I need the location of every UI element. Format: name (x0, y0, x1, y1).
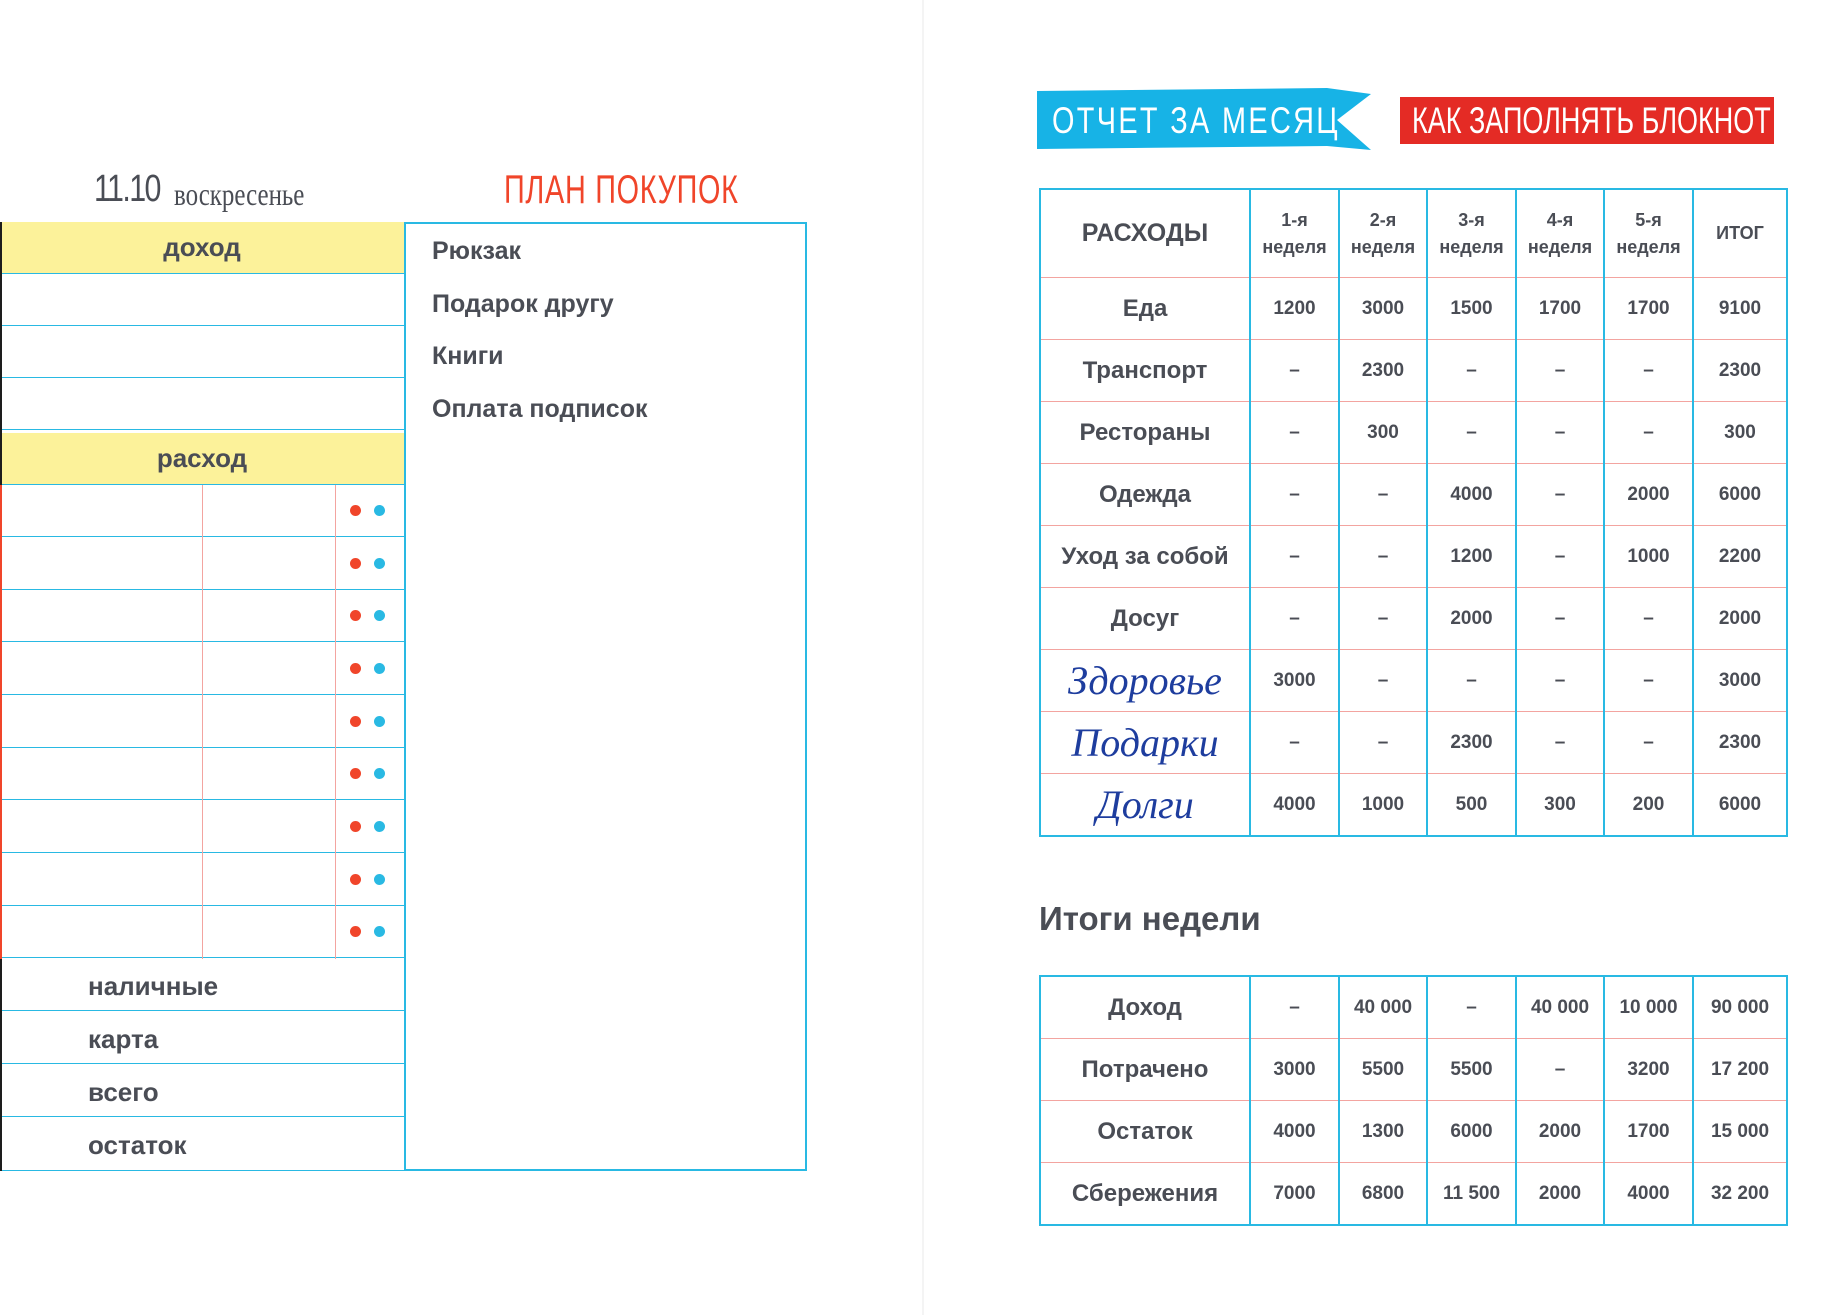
cash-dot-icon[interactable] (350, 768, 361, 779)
column-divider (335, 485, 336, 959)
footer-row-cash[interactable] (0, 959, 404, 1011)
header-cell: 1-я неделя (1250, 189, 1339, 278)
summary-label-cell: Сбережения (1040, 1163, 1250, 1226)
value-cell: – (1604, 588, 1693, 650)
card-dot-icon[interactable] (374, 821, 385, 832)
handwritten-category-cell: Долги (1040, 774, 1250, 837)
value-cell: 2000 (1427, 588, 1516, 650)
week-summary-title: Итоги недели (1039, 900, 1261, 937)
value-cell: 2000 (1516, 1101, 1604, 1163)
footer-label: остаток (88, 1130, 187, 1160)
shopping-plan-box[interactable] (404, 222, 807, 1171)
value-cell: – (1516, 712, 1604, 774)
cash-dot-icon[interactable] (350, 558, 361, 569)
table-row (1040, 712, 1787, 774)
value-cell: – (1516, 650, 1604, 712)
handwritten-category-cell: Здоровье (1040, 650, 1250, 712)
shopping-plan-title: ПЛАН ПОКУПОК (504, 168, 739, 212)
category-cell: Рестораны (1040, 402, 1250, 464)
value-cell: – (1339, 588, 1427, 650)
value-cell: 6000 (1427, 1101, 1516, 1163)
value-cell: – (1250, 526, 1339, 588)
cash-dot-icon[interactable] (350, 610, 361, 621)
footer-label: карта (88, 1024, 159, 1054)
footer-row-total[interactable] (0, 1065, 404, 1117)
table-row (1040, 1039, 1787, 1101)
total-cell: 2300 (1693, 712, 1787, 774)
category-cell: Досуг (1040, 588, 1250, 650)
value-cell: 1300 (1339, 1101, 1427, 1163)
header-cell: 3-я неделя (1427, 189, 1516, 278)
value-cell: – (1250, 588, 1339, 650)
value-cell: – (1427, 976, 1516, 1039)
footer-label: всего (88, 1077, 159, 1107)
table-header-row (1040, 189, 1787, 278)
day-name: воскресенье (174, 176, 305, 212)
value-cell: – (1250, 712, 1339, 774)
value-cell: – (1339, 712, 1427, 774)
table-row (1040, 774, 1787, 837)
page-gutter (922, 0, 924, 1315)
handwritten-category-cell: Подарки (1040, 712, 1250, 774)
shopping-item: Подарок другу (432, 290, 614, 318)
value-cell: 1000 (1604, 526, 1693, 588)
table-row (1040, 976, 1787, 1039)
value-cell: – (1427, 340, 1516, 402)
table-row (1040, 1101, 1787, 1163)
table-row (1040, 650, 1787, 712)
cash-dot-icon[interactable] (350, 926, 361, 937)
value-cell: – (1516, 588, 1604, 650)
value-cell: 3000 (1339, 278, 1427, 340)
value-cell: 300 (1516, 774, 1604, 837)
footer-row-card[interactable] (0, 1012, 404, 1064)
value-cell: 6800 (1339, 1163, 1427, 1226)
income-entry-row[interactable] (0, 378, 404, 430)
total-cell: 2300 (1693, 340, 1787, 402)
total-cell: 3000 (1693, 650, 1787, 712)
summary-label-cell: Доход (1040, 976, 1250, 1039)
value-cell: – (1604, 712, 1693, 774)
value-cell: 1200 (1250, 278, 1339, 340)
expense-label: расход (156, 443, 248, 473)
value-cell: – (1427, 650, 1516, 712)
value-cell: – (1250, 340, 1339, 402)
value-cell: 2000 (1604, 464, 1693, 526)
footer-label: наличные (88, 971, 219, 1001)
value-cell: – (1250, 464, 1339, 526)
value-cell: – (1516, 402, 1604, 464)
value-cell: – (1516, 526, 1604, 588)
value-cell: 5500 (1427, 1039, 1516, 1101)
date-label: 11.10 (94, 168, 160, 210)
category-cell: Еда (1040, 278, 1250, 340)
value-cell: 1000 (1339, 774, 1427, 837)
shopping-item: Оплата подписок (432, 395, 648, 423)
total-cell: 2200 (1693, 526, 1787, 588)
card-dot-icon[interactable] (374, 505, 385, 516)
total-cell: 6000 (1693, 774, 1787, 837)
value-cell: 1700 (1604, 1101, 1693, 1163)
cash-dot-icon[interactable] (350, 505, 361, 516)
table-row (1040, 340, 1787, 402)
value-cell: 3000 (1250, 650, 1339, 712)
table-row (1040, 588, 1787, 650)
value-cell: 1200 (1427, 526, 1516, 588)
header-cell: 2-я неделя (1339, 189, 1427, 278)
value-cell: 40 000 (1516, 976, 1604, 1039)
card-dot-icon[interactable] (374, 558, 385, 569)
total-cell: 6000 (1693, 464, 1787, 526)
daily-ledger (0, 222, 405, 1171)
income-entry-row[interactable] (0, 326, 404, 378)
value-cell: – (1516, 1039, 1604, 1101)
table-row (1040, 278, 1787, 340)
income-header-row (0, 222, 404, 274)
value-cell: 4000 (1250, 774, 1339, 837)
table-row (1040, 402, 1787, 464)
card-dot-icon[interactable] (374, 768, 385, 779)
total-cell: 9100 (1693, 278, 1787, 340)
value-cell: 40 000 (1339, 976, 1427, 1039)
card-dot-icon[interactable] (374, 716, 385, 727)
value-cell: – (1516, 464, 1604, 526)
value-cell: 4000 (1427, 464, 1516, 526)
table-row (1040, 526, 1787, 588)
cash-dot-icon[interactable] (350, 663, 361, 674)
total-cell: 32 200 (1693, 1163, 1787, 1226)
ledger-red-edge (0, 485, 2, 959)
category-cell: Одежда (1040, 464, 1250, 526)
total-cell: 17 200 (1693, 1039, 1787, 1101)
table-row (1040, 1163, 1787, 1226)
card-dot-icon[interactable] (374, 663, 385, 674)
value-cell: – (1604, 340, 1693, 402)
value-cell: 2000 (1516, 1163, 1604, 1226)
howto-title: КАК ЗАПОЛНЯТЬ БЛОКНОТ (1412, 100, 1771, 141)
value-cell: 500 (1427, 774, 1516, 837)
value-cell: 7000 (1250, 1163, 1339, 1226)
card-dot-icon[interactable] (374, 610, 385, 621)
value-cell: – (1250, 402, 1339, 464)
header-cell: ИТОГ (1693, 189, 1787, 278)
value-cell: 2300 (1339, 340, 1427, 402)
value-cell: 3200 (1604, 1039, 1693, 1101)
value-cell: 300 (1339, 402, 1427, 464)
card-dot-icon[interactable] (374, 874, 385, 885)
category-cell: Транспорт (1040, 340, 1250, 402)
shopping-item: Рюкзак (432, 237, 522, 265)
value-cell: – (1339, 650, 1427, 712)
howto-label (1400, 97, 1774, 144)
value-cell: – (1339, 464, 1427, 526)
value-cell: – (1339, 526, 1427, 588)
value-cell: – (1516, 340, 1604, 402)
summary-label-cell: Потрачено (1040, 1039, 1250, 1101)
header-cell: 4-я неделя (1516, 189, 1604, 278)
footer-row-remainder[interactable] (0, 1118, 404, 1171)
category-cell: Уход за собой (1040, 526, 1250, 588)
header-cell: РАСХОДЫ (1040, 189, 1250, 278)
header-cell: 5-я неделя (1604, 189, 1693, 278)
week-summary-table (1039, 975, 1788, 1226)
summary-label-cell: Остаток (1040, 1101, 1250, 1163)
column-divider (202, 485, 203, 959)
expense-header-row (0, 433, 404, 485)
value-cell: – (1427, 402, 1516, 464)
value-cell: 2300 (1427, 712, 1516, 774)
value-cell: 3000 (1250, 1039, 1339, 1101)
value-cell: 1700 (1604, 278, 1693, 340)
value-cell: 4000 (1604, 1163, 1693, 1226)
value-cell: 5500 (1339, 1039, 1427, 1101)
value-cell: – (1604, 650, 1693, 712)
table-row (1040, 464, 1787, 526)
total-cell: 15 000 (1693, 1101, 1787, 1163)
shopping-item: Книги (432, 342, 504, 370)
cash-dot-icon[interactable] (350, 716, 361, 727)
monthly-report-title: ОТЧЕТ ЗА МЕСЯЦ (1052, 100, 1340, 141)
total-cell: 2000 (1693, 588, 1787, 650)
income-label: доход (163, 232, 241, 262)
card-dot-icon[interactable] (374, 926, 385, 937)
value-cell: 1700 (1516, 278, 1604, 340)
value-cell: 4000 (1250, 1101, 1339, 1163)
value-cell: 200 (1604, 774, 1693, 837)
total-cell: 90 000 (1693, 976, 1787, 1039)
value-cell: 1500 (1427, 278, 1516, 340)
cash-dot-icon[interactable] (350, 821, 361, 832)
value-cell: – (1250, 976, 1339, 1039)
value-cell: 11 500 (1427, 1163, 1516, 1226)
value-cell: 10 000 (1604, 976, 1693, 1039)
cash-dot-icon[interactable] (350, 874, 361, 885)
value-cell: – (1604, 402, 1693, 464)
total-cell: 300 (1693, 402, 1787, 464)
expenses-table (1039, 188, 1788, 837)
income-entry-row[interactable] (0, 274, 404, 326)
